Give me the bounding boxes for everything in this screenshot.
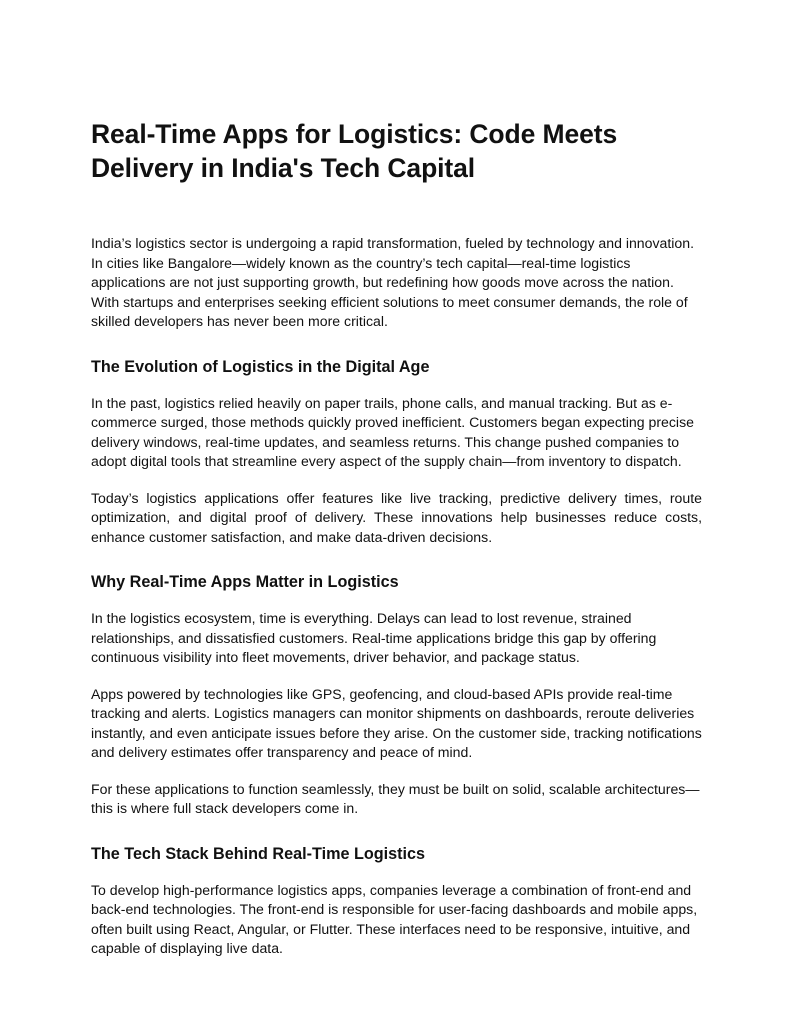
why-real-time-paragraph-3: For these applications to function seamlessly, they must be built on solid, scalable architectures—this is where full stack developers come in. xyxy=(91,780,700,816)
why-real-time-paragraph-1: In the logistics ecosystem, time is everything. Delays can lead to lost revenue, strained relationships, and dissatisfied customers. Real-time applications bridge this gap by offering continuous visibility into fleet movements, driver behavior, and package status. xyxy=(91,610,657,665)
section-heading-why-real-time: Why Real-Time Apps Matter in Logistics xyxy=(91,573,399,591)
intro-paragraph: India’s logistics sector is undergoing a rapid transformation, fueled by technology and innovation. In cities like Bangalore—widely known as the country’s tech capital—real-time logistics applications are not just supporting growth, but redefining how goods move across the nation. With startups and enterprises seeking efficient solutions to meet consumer demands, the role of skilled developers has never been more critical. xyxy=(91,235,695,329)
document-title-line-2: Delivery in India's Tech Capital xyxy=(91,153,476,183)
section-heading-evolution: The Evolution of Logistics in the Digital Age xyxy=(91,357,430,376)
evolution-paragraph-1: In the past, logistics relied heavily on paper trails, phone calls, and manual tracking. But as e-commerce surged, those methods quickly proved inefficient. Customers began expecting precise delivery windows, real-time updates, and seamless returns. This change pushed companies to adopt digital tools that streamline every aspect of the supply chain—from inventory to dispatch. xyxy=(91,394,694,469)
why-real-time-paragraph-2: Apps powered by technologies like GPS, geofencing, and cloud-based APIs provide real-time tracking and alerts. Logistics managers can monitor shipments on dashboards, reroute deliveries instantly, and even anticipate issues before they arise. On the customer side, tracking notifications and delivery estimates offer transparency and peace of mind. xyxy=(91,685,702,760)
document-title xyxy=(91,117,702,185)
document-title-line-1: Real-Time Apps for Logistics: Code Meets xyxy=(91,119,618,149)
tech-stack-paragraph-1: To develop high-performance logistics apps, companies leverage a combination of front-end and back-end technologies. The front-end is responsible for user-facing dashboards and mobile apps, often built using React, Angular, or Flutter. These interfaces need to be responsive, intuitive, and capable of displaying live data. xyxy=(91,881,698,956)
evolution-paragraph-2: Today’s logistics applications offer features like live tracking, predictive delivery times, route optimization, and digital proof of delivery. These innovations help businesses reduce costs, enhance customer satisfaction, and make data-driven decisions. xyxy=(91,489,702,545)
section-heading-tech-stack: The Tech Stack Behind Real-Time Logistics xyxy=(91,844,426,863)
